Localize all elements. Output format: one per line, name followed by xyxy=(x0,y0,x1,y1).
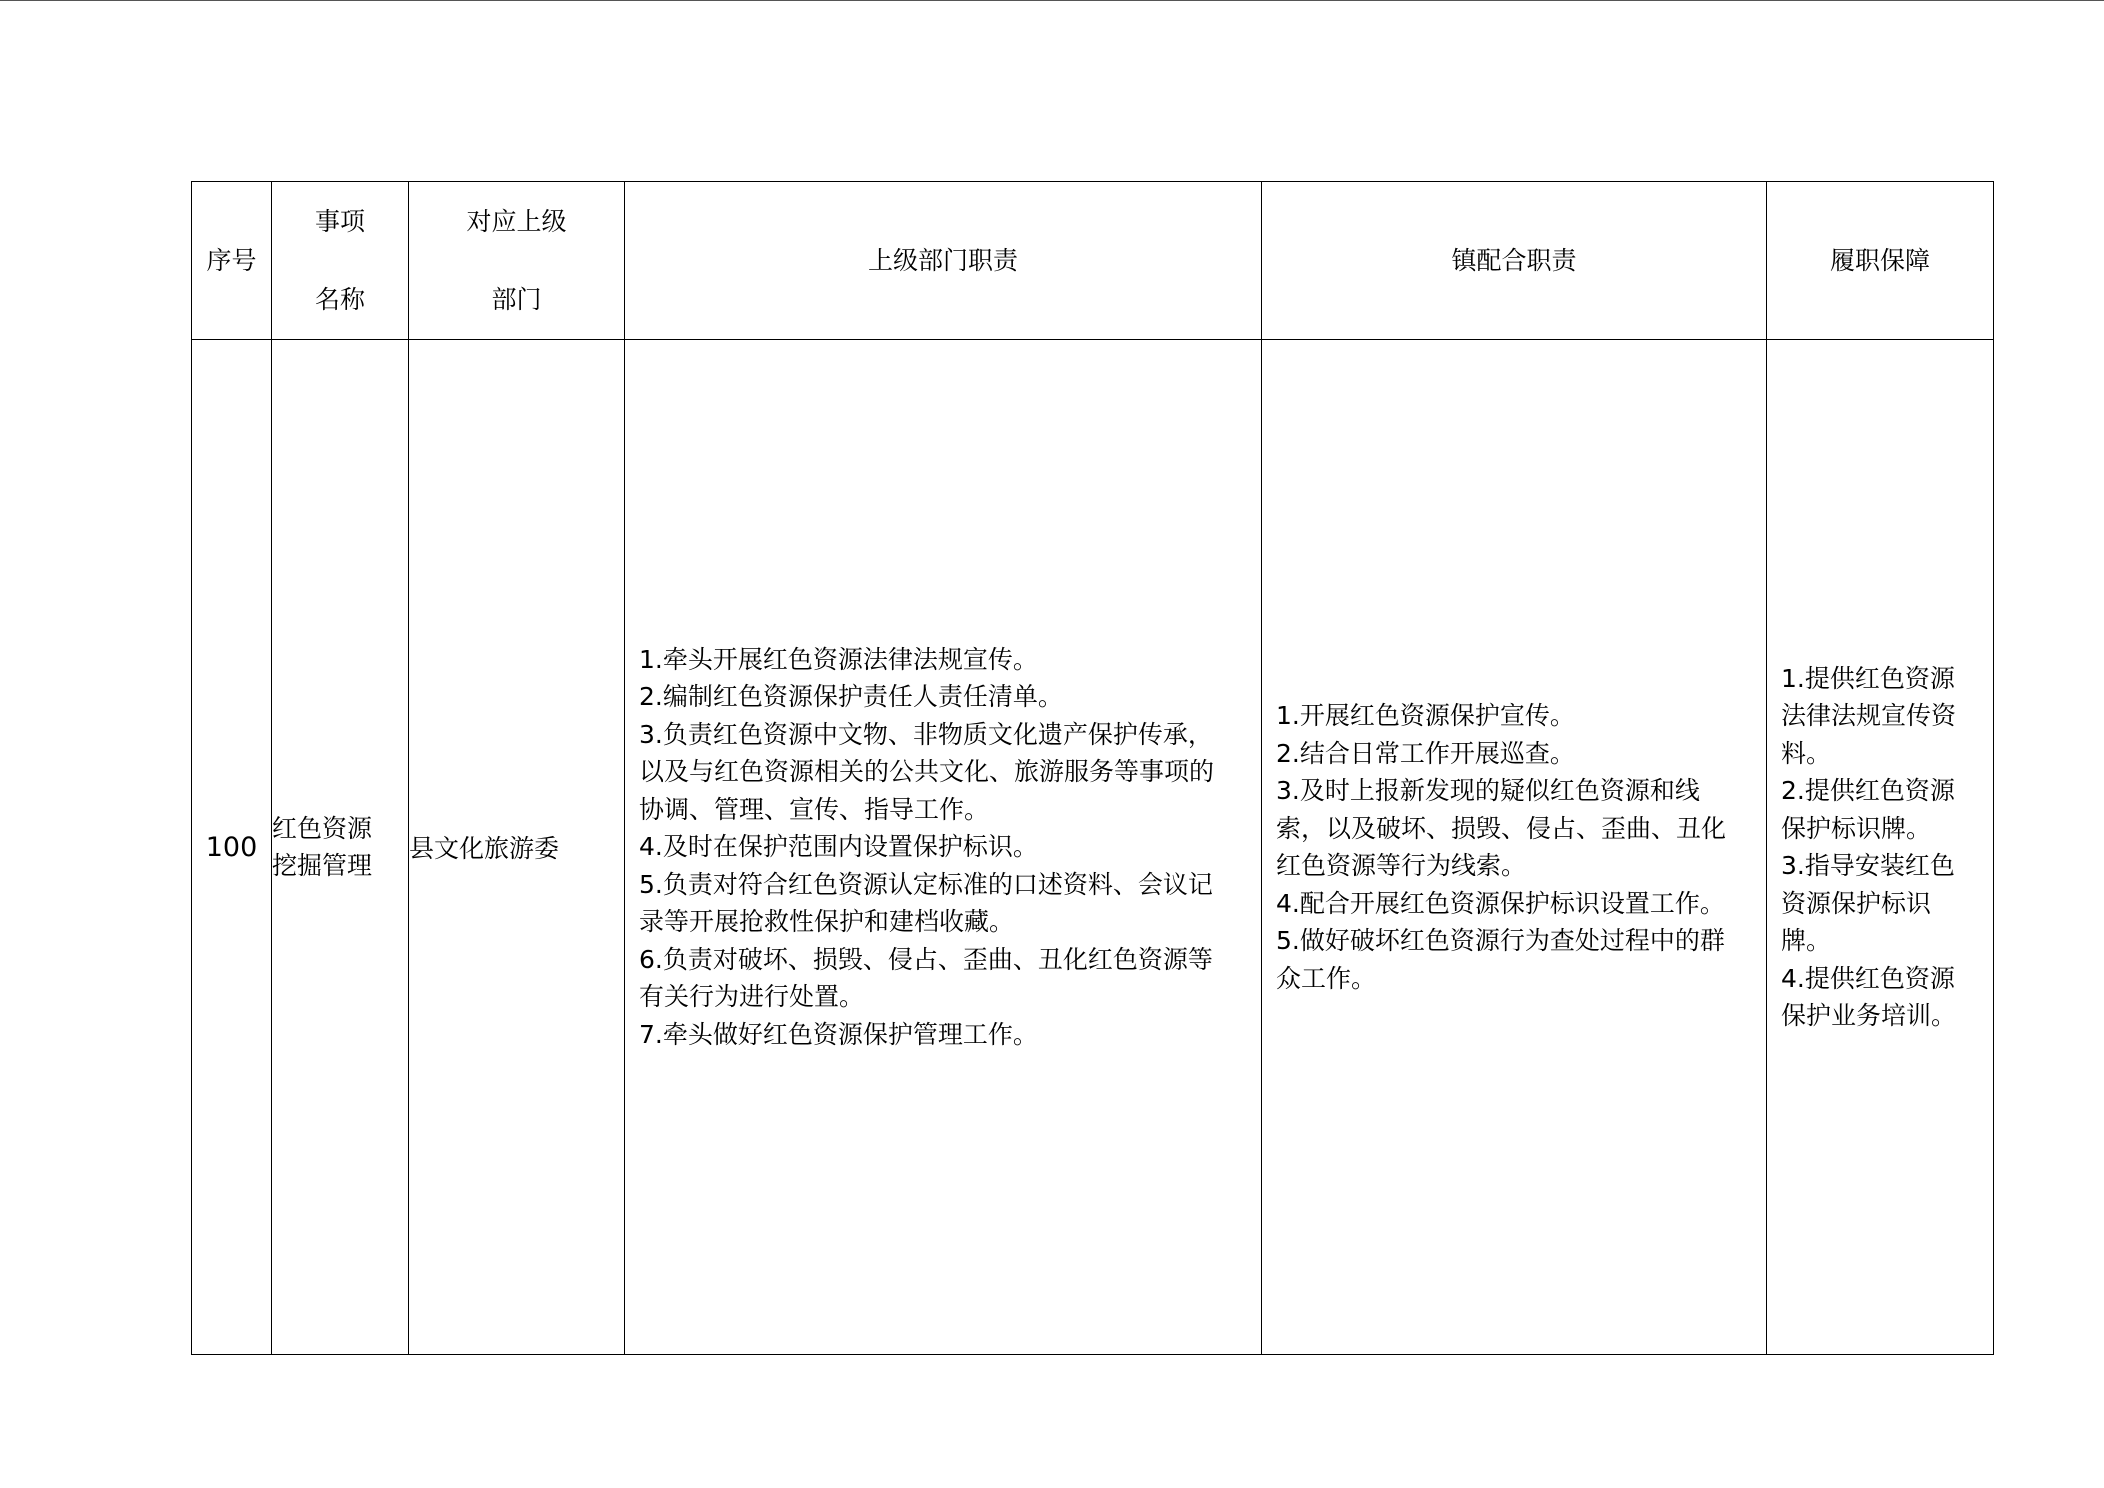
row-town-duty xyxy=(1262,340,1767,1355)
table-row xyxy=(192,340,1994,1355)
duty-line: 3.指导安装红色 xyxy=(1781,851,1955,880)
header-item-name-line1: 事项 xyxy=(314,206,365,236)
duty-line: 4.及时在保护范围内设置保护标识。 xyxy=(639,832,1038,862)
row-dept: 县文化旅游委 xyxy=(409,340,625,1355)
header-item-name xyxy=(272,182,409,340)
duty-line: 5.负责对符合红色资源认定标准的口述资料、会议记 xyxy=(639,869,1213,899)
row-item-name xyxy=(272,340,409,1355)
duty-line: 2.提供红色资源 xyxy=(1781,776,1955,805)
duty-line: 料。 xyxy=(1781,738,1832,768)
header-dept-line2: 部门 xyxy=(491,284,542,314)
duty-line: 法律法规宣传资 xyxy=(1781,701,1957,730)
duty-line: 1.提供红色资源 xyxy=(1781,663,1955,693)
duty-line: 3.负责红色资源中文物、非物质文化遗产保护传承， xyxy=(639,719,1213,749)
row-item-name-line1: 红色资源 xyxy=(272,814,373,843)
header-dept xyxy=(409,182,625,340)
duty-line: 录等开展抢救性保护和建档收藏。 xyxy=(639,907,1015,937)
duty-line: 保护标识牌。 xyxy=(1781,813,1932,843)
duty-line: 7.牵头做好红色资源保护管理工作。 xyxy=(639,1019,1038,1049)
header-guarantee: 履职保障 xyxy=(1767,182,1994,340)
row-guarantee xyxy=(1767,340,1994,1355)
duty-line: 2.结合日常工作开展巡查。 xyxy=(1276,738,1575,768)
duty-line: 1.牵头开展红色资源法律法规宣传。 xyxy=(639,644,1038,674)
duty-line: 协调、管理、宣传、指导工作。 xyxy=(639,794,990,824)
row-index: 100 xyxy=(192,340,272,1355)
duty-line: 4.配合开展红色资源保护标识设置工作。 xyxy=(1276,888,1725,918)
row-upper-duty xyxy=(625,340,1262,1355)
row-item-name-line2: 挖掘管理 xyxy=(272,851,373,880)
duty-line: 资源保护标识牌。 xyxy=(1781,888,1932,955)
duty-line: 红色资源等行为线索。 xyxy=(1276,851,1527,880)
duty-line: 1.开展红色资源保护宣传。 xyxy=(1276,701,1575,730)
duty-line: 2.编制红色资源保护责任人责任清单。 xyxy=(639,682,1063,712)
duty-line: 众工作。 xyxy=(1276,963,1377,993)
header-index: 序号 xyxy=(192,182,272,340)
header-town-duty: 镇配合职责 xyxy=(1262,182,1767,340)
page-top-border xyxy=(0,0,2104,1)
header-dept-line1: 对应上级 xyxy=(466,206,567,236)
duty-line: 6.负责对破坏、损毁、侵占、歪曲、丑化红色资源等 xyxy=(639,944,1213,974)
duty-line: 5.做好破坏红色资源行为查处过程中的群 xyxy=(1276,926,1725,955)
duty-line: 4.提供红色资源 xyxy=(1781,963,1955,993)
duty-line: 以及与红色资源相关的公共文化、旅游服务等事项的 xyxy=(639,757,1215,787)
duty-line: 保护业务培训。 xyxy=(1781,1001,1957,1030)
duty-table xyxy=(191,181,1994,1355)
header-upper-duty: 上级部门职责 xyxy=(625,182,1262,340)
table-header-row xyxy=(192,182,1994,340)
header-item-name-line2: 名称 xyxy=(314,284,365,314)
duty-line: 有关行为进行处置。 xyxy=(639,982,865,1012)
duty-line: 索，以及破坏、损毁、侵占、歪曲、丑化 xyxy=(1276,813,1727,843)
duty-line: 3.及时上报新发现的疑似红色资源和线 xyxy=(1276,776,1700,805)
